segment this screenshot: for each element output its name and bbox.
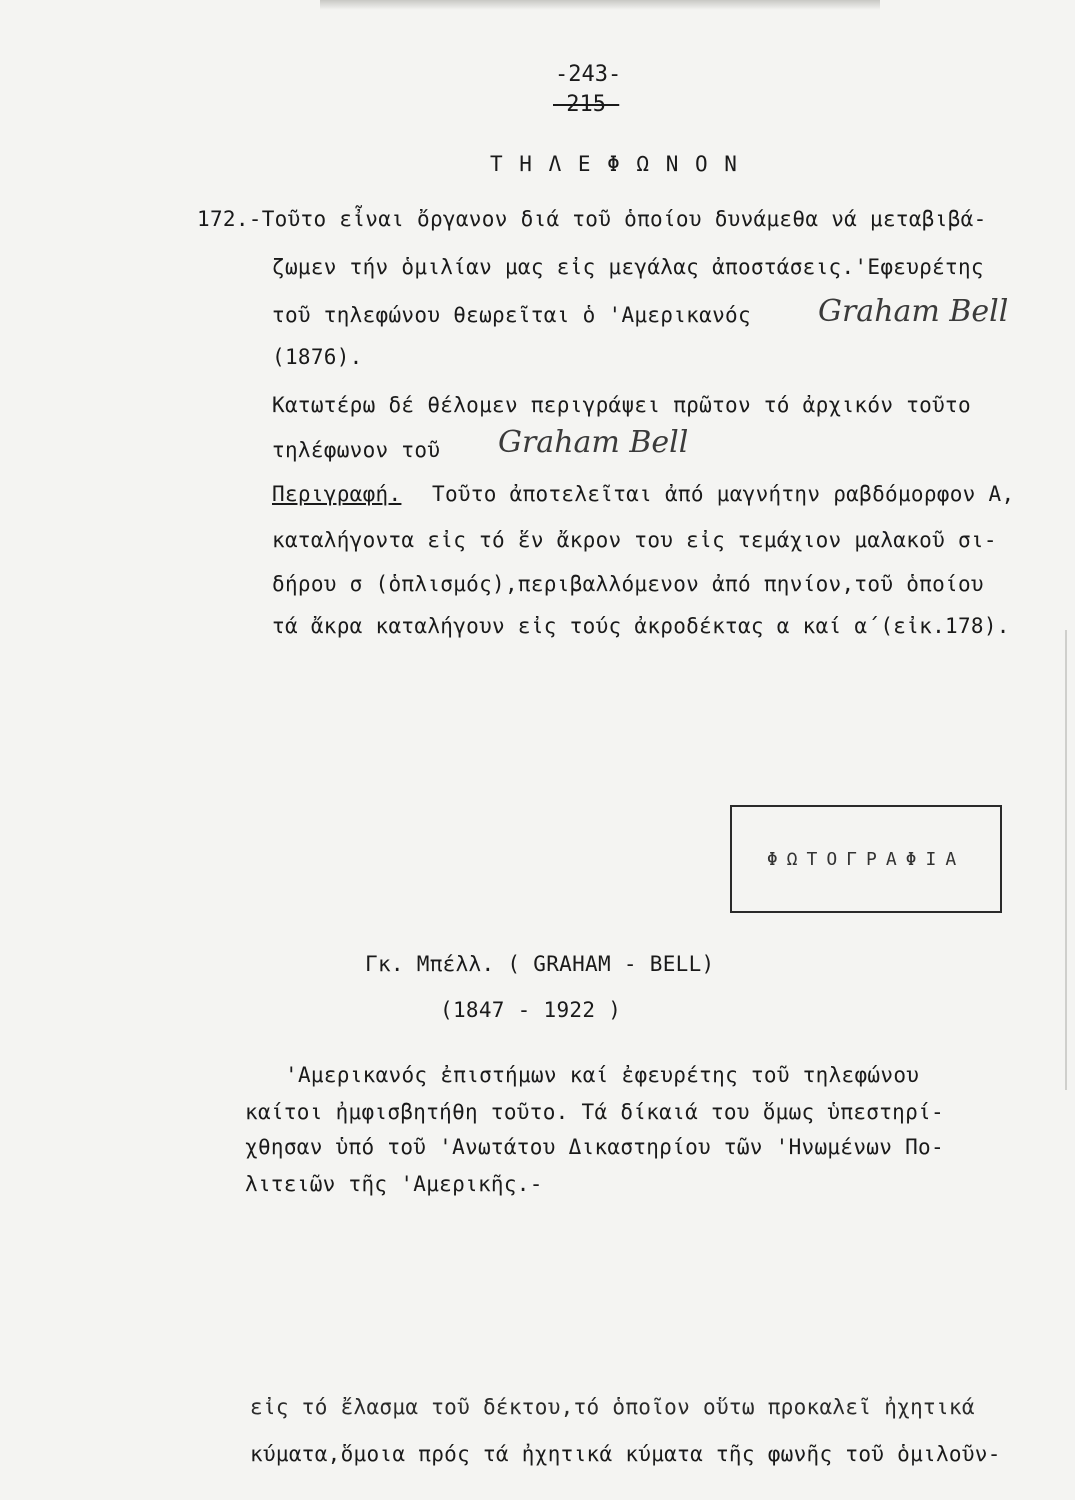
paragraph3-line1: Τοῦτο ἀποτελεῖται ἀπό μαγνήτην ραβδόμορφον Α, [432, 482, 1015, 506]
caption-name: Γκ. Μπέλλ. ( GRAHAM - BELL) [365, 952, 715, 976]
biography-line2: καίτοι ἠμφισβητήθη τοῦτο. Τά δίκαιά του ὅμως ὑπεστηρί- [245, 1100, 944, 1124]
paragraph3-line4: τά ἄκρα καταλήγουν εἰς τούς ἀκροδέκτας α καί α΄(εἰκ.178). [272, 614, 1010, 638]
paragraph2-line1: Κατωτέρω δέ θέλομεν περιγράψει πρῶτον τό ἀρχικόν τοῦτο [272, 393, 971, 417]
page-number-old: -215- [553, 92, 620, 117]
bottom-line1: εἰς τό ἔλασμα τοῦ δέκτου,τό ὁποῖον οὕτω προκαλεῖ ἠχητικά [250, 1395, 975, 1419]
bleed-through-line [250, 120, 1040, 142]
biography-line1: 'Αμερικανός ἐπιστήμων καί ἐφευρέτης τοῦ τηλεφώνου [285, 1063, 920, 1087]
bottom-line2: κύματα,ὅμοια πρός τά ἠχητικά κύματα τῆς φωνῆς τοῦ ὁμιλοῦν- [250, 1442, 1001, 1466]
paragraph1-line3: τοῦ τηλεφώνου θεωρεῖται ὁ 'Αμερικανός [272, 303, 751, 327]
caption-years: (1847 - 1922 ) [440, 998, 622, 1022]
handwritten-name: Graham Bell [498, 425, 689, 460]
paragraph1-line1: 172.-Τοῦτο εἶναι ὄργανον διά τοῦ ὁποίου δυνάμεθα νά μεταβιβά- [197, 207, 987, 231]
description-label: Περιγραφή. [272, 482, 402, 506]
paragraph1-line2: ζωμεν τήν ὁμιλίαν μας εἰς μεγάλας ἀποστάσεις.'Εφευρέτης [272, 255, 984, 279]
biography-line4: λιτειῶν τῆς 'Αμερικῆς.- [245, 1172, 543, 1196]
scan-stain [320, 0, 880, 10]
paste-edge [1065, 630, 1067, 1090]
paragraph2-line2: τηλέφωνον τοῦ [272, 438, 441, 462]
handwritten-name: Graham Bell [818, 294, 1009, 329]
photo-placeholder [730, 805, 1002, 913]
section-heading: Τ Η Λ Ε Φ Ω Ν Ο Ν [490, 152, 739, 176]
paragraph3-line2: καταλήγοντα εἰς τό ἕν ἄκρον του εἰς τεμάχιον μαλακοῦ σι- [272, 528, 997, 552]
biography-line3: χθησαν ὑπό τοῦ 'Ανωτάτου Δικαστηρίου τῶν 'Ηνωμένων Πο- [245, 1135, 944, 1159]
paragraph3-line3: δήρου σ (ὁπλισμός),περιβαλλόμενον ἀπό πηνίον,τοῦ ὁποίου [272, 572, 984, 596]
page-number-current: -243- [555, 62, 622, 87]
photo-label: ΦΩΤΟΓΡΑΦΙΑ [766, 848, 966, 870]
paragraph1-line4: (1876). [272, 345, 363, 369]
